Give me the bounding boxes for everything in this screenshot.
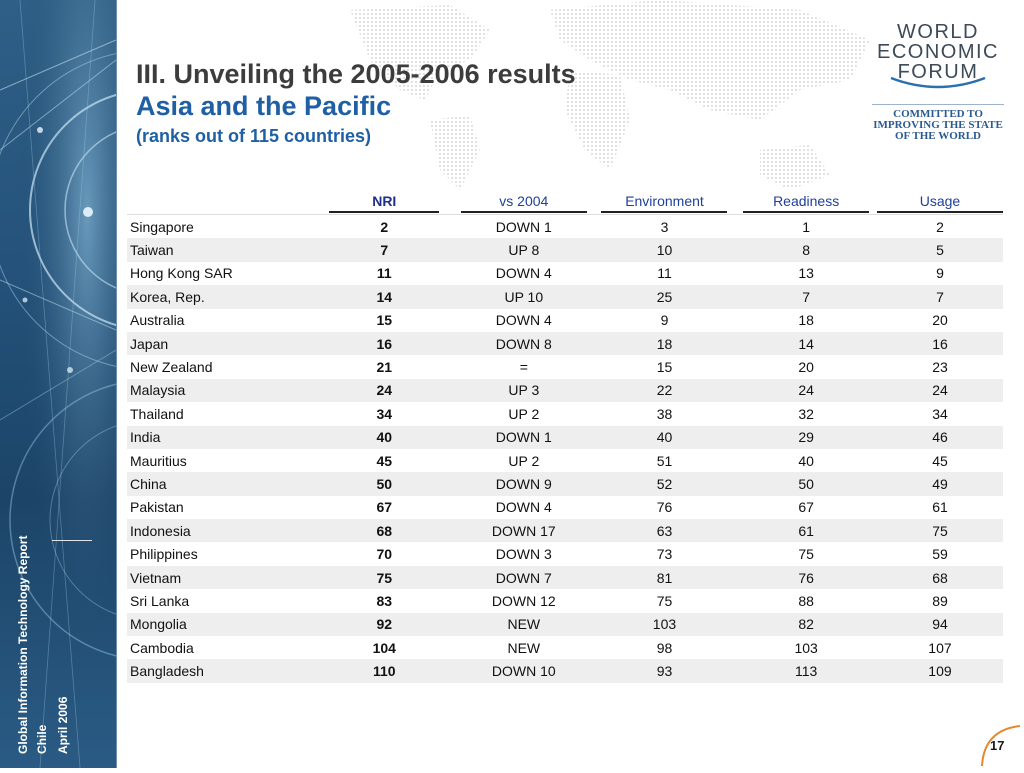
nri-cell: 50 — [376, 475, 393, 492]
table-row — [127, 332, 1003, 355]
readiness-cell: 32 — [798, 405, 814, 422]
nri-cell: 45 — [376, 452, 393, 469]
country-cell: Mongolia — [130, 616, 187, 633]
nri-cell: 7 — [380, 242, 389, 259]
usage-cell: 20 — [932, 312, 948, 329]
logo-tagline-3: OF THE WORLD — [895, 130, 981, 142]
usage-cell: 61 — [932, 499, 948, 516]
usage-cell: 75 — [932, 522, 948, 539]
nri-cell: 14 — [376, 288, 393, 305]
page-title: III. Unveiling the 2005-2006 results — [136, 59, 576, 89]
environment-cell: 11 — [657, 265, 672, 282]
nri-cell: 24 — [376, 382, 393, 399]
page-number-value: 17 — [990, 738, 1005, 753]
usage-cell: 94 — [932, 616, 948, 633]
country-cell: Mauritius — [130, 452, 187, 469]
header-usage: Usage — [877, 192, 1003, 215]
usage-cell: 45 — [932, 452, 948, 469]
environment-cell: 93 — [656, 663, 673, 680]
country-cell: Australia — [130, 312, 185, 329]
usage-cell: 7 — [936, 288, 944, 305]
table-row — [127, 309, 1003, 332]
table-header-row — [127, 192, 1003, 215]
readiness-cell: 103 — [794, 639, 818, 656]
vs2004-cell: UP 2 — [508, 452, 540, 469]
environment-cell: 103 — [652, 616, 677, 633]
usage-cell: 107 — [928, 639, 952, 656]
country-cell: Hong Kong SAR — [130, 265, 233, 282]
table-row — [127, 285, 1003, 308]
table-row — [127, 355, 1003, 378]
readiness-cell: 82 — [798, 616, 814, 633]
sidebar-date: April 2006 — [56, 696, 70, 754]
readiness-cell: 88 — [798, 592, 814, 609]
nri-cell: 75 — [376, 569, 393, 586]
table-body — [127, 215, 1003, 683]
vs2004-cell: DOWN 10 — [491, 663, 556, 680]
nri-cell: 40 — [376, 429, 393, 446]
readiness-cell: 20 — [798, 359, 814, 376]
table-row — [127, 542, 1003, 565]
country-cell: Singapore — [127, 215, 315, 239]
environment-cell: 81 — [656, 569, 673, 586]
country-cell: Thailand — [130, 405, 184, 422]
environment-cell: 9 — [660, 312, 669, 329]
environment-cell: 75 — [656, 592, 673, 609]
vs2004-cell: DOWN 8 — [495, 335, 552, 352]
country-cell: Indonesia — [130, 522, 191, 539]
rankings-table — [127, 192, 1003, 683]
usage-cell: 9 — [936, 265, 944, 282]
logo-divider — [872, 104, 1004, 105]
usage-cell: 34 — [932, 405, 948, 422]
vs2004-cell: DOWN 4 — [495, 265, 552, 282]
wef-logo — [868, 22, 1008, 142]
country-cell: Cambodia — [130, 639, 194, 656]
table-row — [127, 262, 1003, 285]
country-cell: India — [130, 429, 161, 446]
nri-cell: 67 — [376, 499, 393, 516]
usage-cell: 46 — [932, 429, 948, 446]
country-cell: Sri Lanka — [130, 592, 190, 609]
usage-cell: 68 — [932, 569, 948, 586]
header-country — [127, 192, 315, 215]
environment-cell: 15 — [656, 359, 673, 376]
readiness-cell: 7 — [802, 288, 811, 305]
vs2004-cell: UP 3 — [508, 382, 540, 399]
table-row — [127, 215, 1003, 239]
environment-cell: 40 — [656, 429, 673, 446]
vs2004-cell: DOWN 4 — [495, 499, 552, 516]
readiness-cell: 24 — [798, 382, 814, 399]
header-vs2004: vs 2004 — [454, 192, 594, 215]
nri-cell: 68 — [376, 522, 393, 539]
nri-cell: 2 — [315, 215, 454, 239]
environment-cell: 51 — [656, 452, 673, 469]
table-row — [127, 636, 1003, 659]
country-cell: Vietnam — [130, 569, 182, 586]
sidebar-country: Chile — [35, 724, 49, 754]
readiness-cell: 40 — [798, 452, 814, 469]
environment-cell: 3 — [594, 215, 736, 239]
readiness-cell: 50 — [798, 475, 814, 492]
nri-cell: 21 — [376, 359, 393, 376]
vs2004-cell: DOWN 1 — [495, 429, 552, 446]
vs2004-cell: UP 8 — [508, 242, 540, 259]
country-cell: China — [130, 475, 167, 492]
environment-cell: 76 — [656, 499, 673, 516]
readiness-cell: 13 — [798, 265, 814, 282]
country-cell: Pakistan — [130, 499, 184, 516]
header-readiness: Readiness — [735, 192, 877, 215]
sidebar-caption — [8, 524, 88, 754]
vs2004-cell: DOWN 12 — [491, 592, 556, 609]
page-note: (ranks out of 115 countries) — [136, 126, 372, 146]
nri-cell: 15 — [376, 312, 393, 329]
country-cell: New Zealand — [130, 359, 213, 376]
table-row — [127, 402, 1003, 425]
table-row — [127, 566, 1003, 589]
usage-cell: 49 — [932, 475, 948, 492]
table-row — [127, 519, 1003, 542]
nri-cell: 34 — [376, 405, 393, 422]
header-environment: Environment — [594, 192, 736, 215]
vs2004-cell: DOWN 3 — [495, 546, 552, 563]
nri-cell: 110 — [372, 663, 396, 680]
usage-cell: 109 — [928, 663, 952, 680]
page-number — [978, 722, 1022, 768]
usage-cell: 16 — [932, 335, 948, 352]
nri-cell: 70 — [376, 546, 393, 563]
table-row — [127, 589, 1003, 612]
vs2004-cell: DOWN 9 — [495, 475, 552, 492]
logo-tagline-1: COMMITTED TO — [893, 108, 983, 120]
readiness-cell: 75 — [798, 546, 814, 563]
table-row — [127, 238, 1003, 261]
table-row — [127, 472, 1003, 495]
vs2004-cell: DOWN 7 — [495, 569, 552, 586]
usage-cell: 5 — [936, 242, 944, 259]
readiness-cell: 113 — [794, 663, 818, 680]
vs2004-cell: UP 10 — [504, 288, 544, 305]
logo-line-3: FORUM — [897, 61, 979, 83]
readiness-cell: 76 — [798, 569, 814, 586]
sidebar-report-title: Global Information Technology Report — [16, 535, 30, 754]
vs2004-cell: UP 2 — [508, 405, 540, 422]
environment-cell: 52 — [656, 475, 673, 492]
usage-cell: 23 — [932, 359, 948, 376]
usage-cell: 59 — [932, 546, 948, 563]
country-cell: Japan — [130, 335, 169, 352]
vs2004-cell: DOWN 1 — [454, 215, 594, 239]
readiness-cell: 29 — [798, 429, 814, 446]
readiness-cell: 67 — [798, 499, 814, 516]
nri-cell: 16 — [376, 335, 393, 352]
logo-tagline-2: IMPROVING THE STATE — [873, 119, 1003, 131]
sidebar-band — [0, 0, 117, 768]
country-cell: Bangladesh — [130, 663, 204, 680]
vs2004-cell: = — [519, 359, 528, 376]
logo-line-1: WORLD — [897, 21, 979, 43]
country-cell: Korea, Rep. — [130, 288, 205, 305]
header-nri: NRI — [315, 192, 454, 215]
usage-cell: 89 — [932, 592, 948, 609]
table-row — [127, 496, 1003, 519]
environment-cell: 98 — [656, 639, 673, 656]
environment-cell: 10 — [656, 242, 673, 259]
table-row — [127, 379, 1003, 402]
logo-line-2: ECONOMIC — [877, 41, 999, 63]
table-row — [127, 613, 1003, 636]
readiness-cell: 8 — [802, 242, 811, 259]
environment-cell: 73 — [656, 546, 673, 563]
title-block — [136, 58, 576, 148]
vs2004-cell: DOWN 4 — [495, 312, 552, 329]
vs2004-cell: DOWN 17 — [491, 522, 556, 539]
table-row — [127, 449, 1003, 472]
nri-cell: 11 — [376, 265, 392, 282]
environment-cell: 22 — [656, 382, 673, 399]
environment-cell: 63 — [656, 522, 673, 539]
environment-cell: 18 — [656, 335, 673, 352]
country-cell: Philippines — [130, 546, 198, 563]
nri-cell: 92 — [376, 616, 393, 633]
readiness-cell: 18 — [798, 312, 814, 329]
environment-cell: 25 — [656, 288, 673, 305]
usage-cell: 24 — [932, 382, 948, 399]
table-row — [127, 659, 1003, 682]
vs2004-cell: NEW — [507, 616, 541, 633]
environment-cell: 38 — [656, 405, 673, 422]
page-subtitle: Asia and the Pacific — [136, 91, 392, 121]
usage-cell: 2 — [877, 215, 1003, 239]
country-cell: Taiwan — [130, 242, 174, 259]
table-row — [127, 426, 1003, 449]
vs2004-cell: NEW — [507, 639, 541, 656]
nri-cell: 83 — [376, 592, 393, 609]
readiness-cell: 61 — [798, 522, 814, 539]
country-cell: Malaysia — [130, 382, 186, 399]
readiness-cell: 1 — [735, 215, 877, 239]
nri-cell: 104 — [372, 639, 396, 656]
readiness-cell: 14 — [798, 335, 814, 352]
